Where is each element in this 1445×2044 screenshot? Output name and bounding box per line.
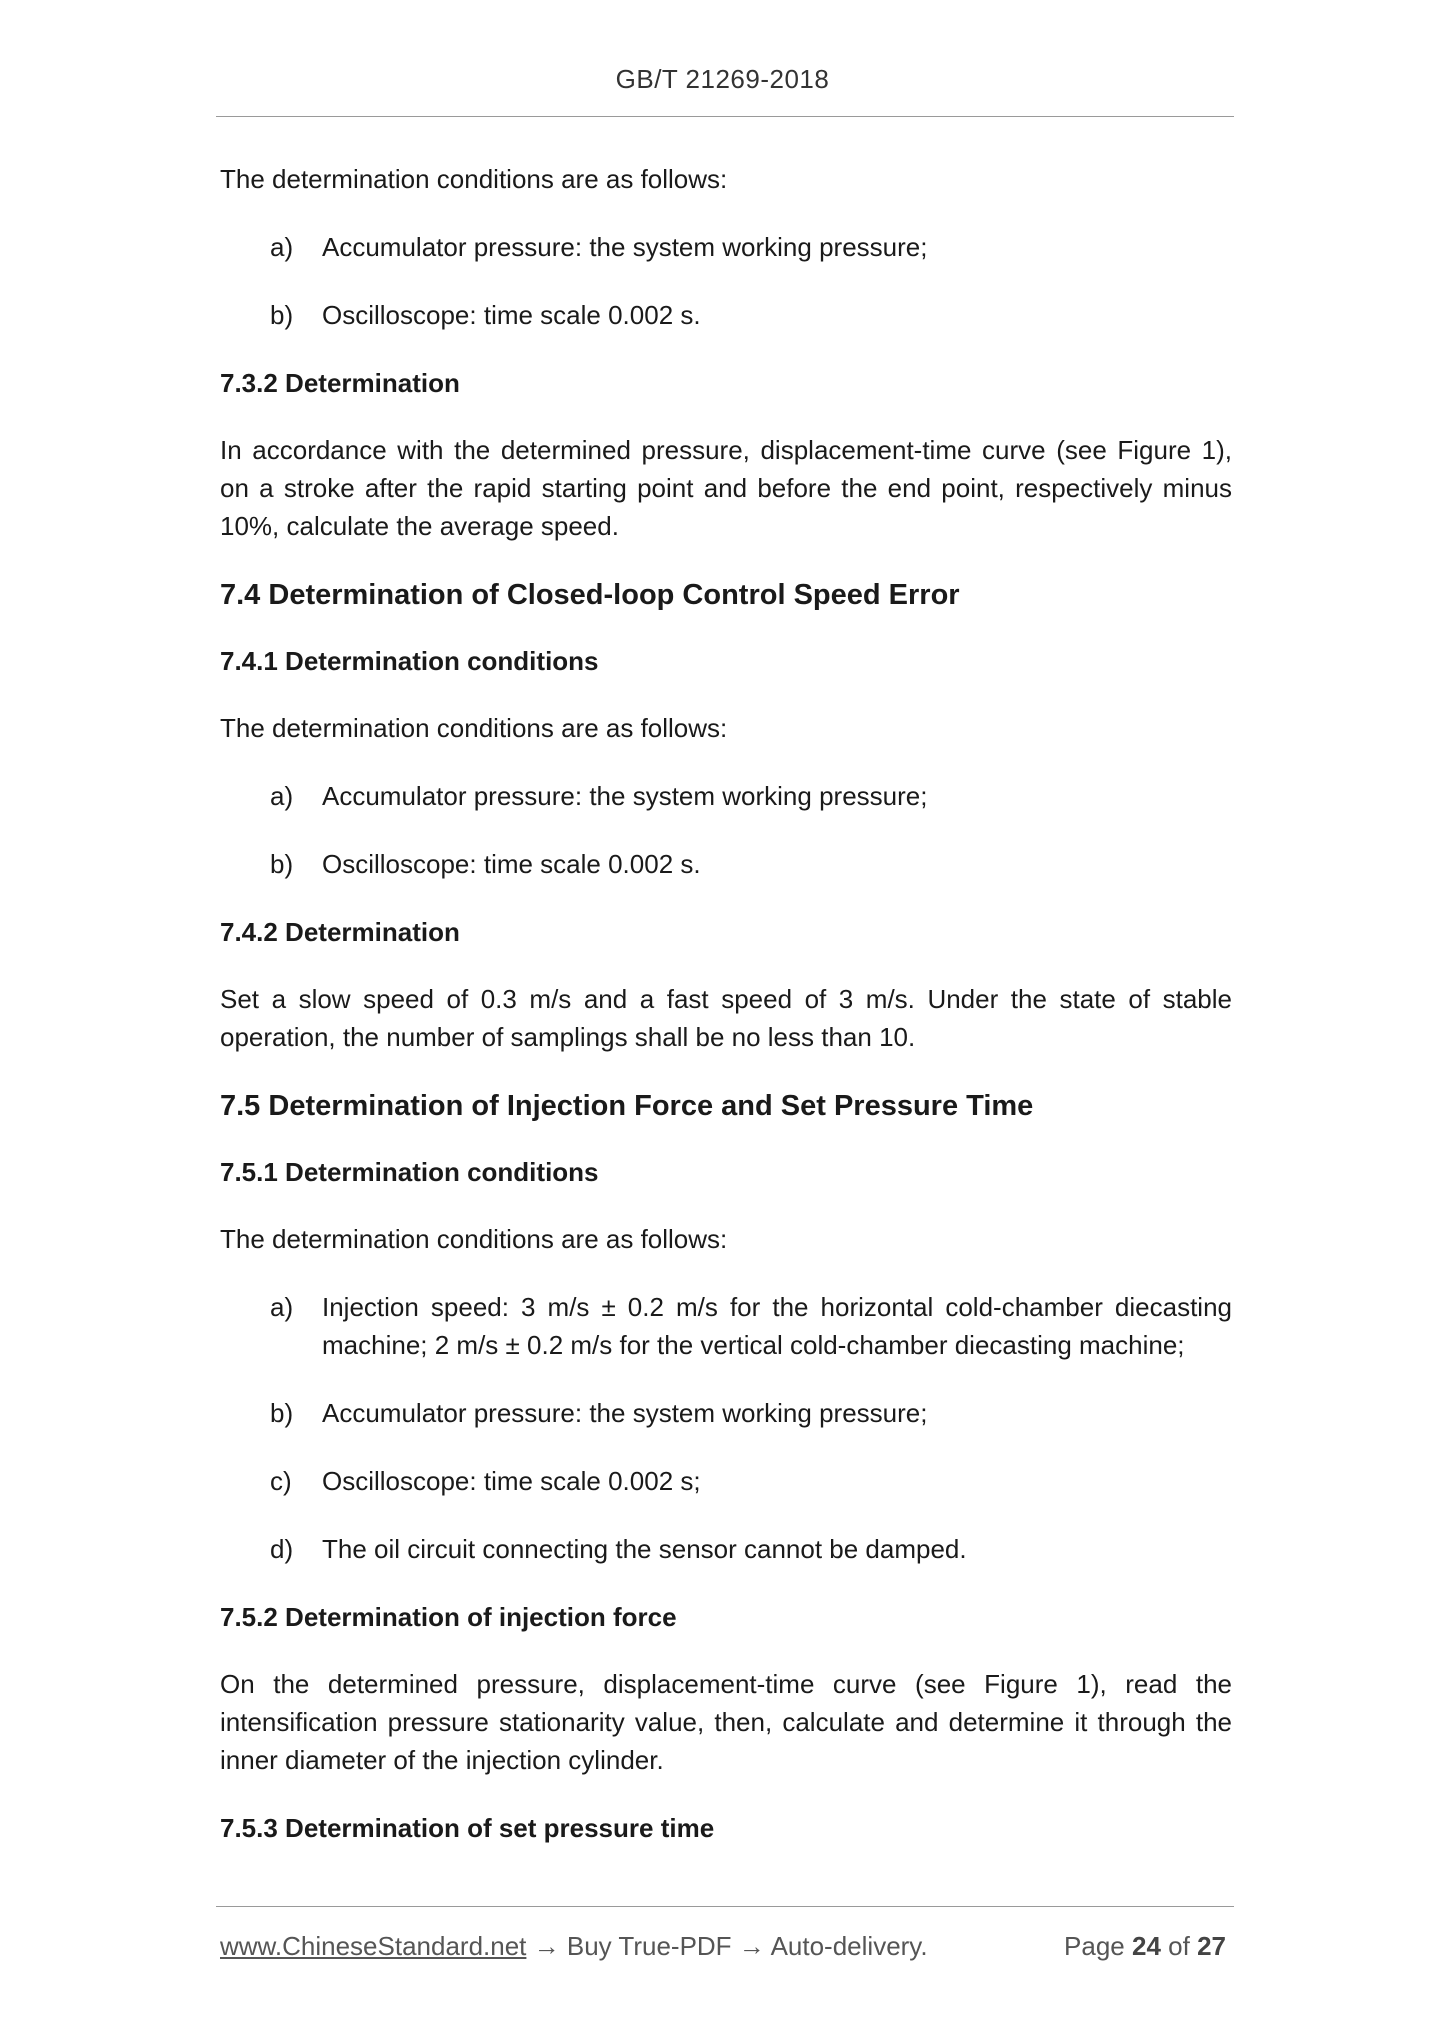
- paragraph: The determination conditions are as follows:: [220, 713, 728, 743]
- section-heading-7-4: 7.4 Determination of Closed-loop Control Speed Error: [220, 579, 960, 611]
- section-heading-7-5-2: 7.5.2 Determination of injection force: [220, 1602, 677, 1632]
- footer-divider: [216, 1906, 1234, 1907]
- paragraph: In accordance with the determined pressure, displacement-time curve (see Figure 1), on a stroke after the rapid starting point and before the end point, respectively minus 10%, calculate the average speed.: [220, 435, 1232, 541]
- list-item: [220, 1288, 1232, 1364]
- list-marker: d): [270, 1534, 294, 1564]
- section-heading-7-5-3: 7.5.3 Determination of set pressure time: [220, 1813, 715, 1843]
- paragraph: Set a slow speed of 0.3 m/s and a fast speed of 3 m/s. Under the state of stable operation, the number of samplings shall be no less than 10.: [220, 984, 1232, 1052]
- page-header-title: GB/T 21269-2018: [615, 64, 830, 94]
- section-heading-7-3-2: 7.3.2 Determination: [220, 368, 460, 398]
- of-label: of: [1168, 1931, 1190, 1961]
- section-heading-7-4-1: 7.4.1 Determination conditions: [220, 646, 599, 676]
- page-number: 24: [1132, 1931, 1161, 1961]
- list-marker: b): [270, 849, 294, 879]
- total-pages: 27: [1197, 1931, 1226, 1961]
- list-marker: a): [270, 232, 294, 262]
- list-item: [220, 1462, 1232, 1500]
- section-heading-7-5: 7.5 Determination of Injection Force and Set Pressure Time: [220, 1090, 1034, 1122]
- page-label: Page: [1064, 1931, 1125, 1961]
- list-marker: a): [270, 781, 294, 811]
- document-body: [220, 160, 1232, 1876]
- list-text: Accumulator pressure: the system working pressure;: [322, 232, 928, 262]
- list-item: [220, 1530, 1232, 1568]
- list-text: Oscilloscope: time scale 0.002 s;: [322, 1466, 701, 1496]
- header-divider: [216, 116, 1234, 117]
- list-marker: b): [270, 300, 294, 330]
- list-text: Oscilloscope: time scale 0.002 s.: [322, 849, 701, 879]
- list-item: [220, 1394, 1232, 1432]
- list-item: [220, 228, 1232, 266]
- paragraph: The determination conditions are as follows:: [220, 1224, 728, 1254]
- list-item: [220, 296, 1232, 334]
- list-text: Accumulator pressure: the system working pressure;: [322, 781, 928, 811]
- list-text: The oil circuit connecting the sensor cannot be damped.: [322, 1534, 967, 1564]
- website-link[interactable]: www.ChineseStandard.net: [220, 1931, 527, 1961]
- paragraph: On the determined pressure, displacement-time curve (see Figure 1), read the intensification pressure stationarity value, then, calculate and determine it through the inner diameter of the injection cylinder.: [220, 1669, 1232, 1775]
- list-item: [220, 845, 1232, 883]
- list-marker: a): [270, 1292, 294, 1322]
- footer-promo-text: → Buy True-PDF → Auto-delivery.: [526, 1931, 928, 1961]
- section-heading-7-5-1: 7.5.1 Determination conditions: [220, 1157, 599, 1187]
- page-footer: [220, 1928, 1232, 1964]
- list-text: Injection speed: 3 m/s ± 0.2 m/s for the horizontal cold-chamber diecasting machine; 2 m/s ± 0.2 m/s for the vertical cold-chamber diecasting machine;: [322, 1292, 1232, 1360]
- paragraph: The determination conditions are as follows:: [220, 164, 728, 194]
- list-item: [220, 777, 1232, 815]
- list-text: Accumulator pressure: the system working pressure;: [322, 1398, 928, 1428]
- list-marker: b): [270, 1398, 294, 1428]
- list-marker: c): [270, 1466, 292, 1496]
- page-indicator: [1064, 1928, 1226, 1964]
- list-text: Oscilloscope: time scale 0.002 s.: [322, 300, 701, 330]
- section-heading-7-4-2: 7.4.2 Determination: [220, 917, 460, 947]
